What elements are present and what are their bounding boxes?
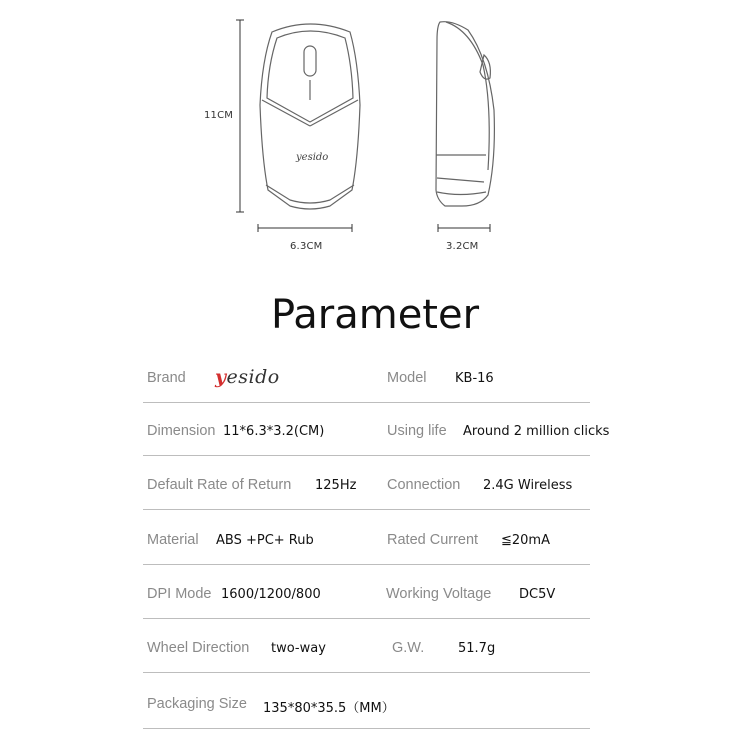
param-label: DPI Mode [147, 586, 212, 602]
param-row-rate [143, 469, 590, 510]
height-dimension-label: 11CM [204, 110, 234, 121]
param-value: 125Hz [315, 478, 357, 493]
param-value: ≦20mA [501, 533, 550, 548]
param-value: 2.4G Wireless [483, 478, 573, 493]
param-row-dpi [143, 578, 590, 619]
param-label: Wheel Direction [147, 640, 250, 656]
depth-dimension-label: 3.2CM [446, 241, 479, 252]
param-value: ABS +PC+ Rub [216, 533, 314, 548]
param-label: Model [387, 370, 427, 386]
page-title: Parameter [270, 292, 480, 338]
param-label: Rated Current [387, 532, 479, 548]
param-value: 51.7g [458, 641, 496, 656]
param-label: Dimension [147, 423, 216, 439]
mouse-logo-text: yesido [296, 152, 329, 163]
param-value: 11*6.3*3.2(CM) [223, 424, 325, 439]
param-value: two-way [271, 641, 326, 656]
param-label: Packaging Size [147, 696, 247, 712]
param-row-dimension [143, 415, 610, 456]
param-value: DC5V [519, 587, 556, 602]
param-row-wheel [143, 632, 590, 673]
mouse-drawing [0, 0, 750, 270]
brand-logo: yesido [215, 366, 280, 388]
param-value: 1600/1200/800 [221, 587, 321, 602]
param-label: Material [147, 532, 199, 548]
param-label: Using life [387, 423, 447, 439]
param-label: Connection [387, 477, 461, 493]
param-value: KB-16 [455, 371, 494, 386]
param-label: Default Rate of Return [147, 477, 292, 493]
param-label: G.W. [392, 640, 425, 656]
param-value: Around 2 million clicks [463, 424, 610, 439]
param-row-material [143, 524, 590, 565]
param-label: Brand [147, 370, 186, 386]
param-label: Working Voltage [386, 586, 492, 602]
mouse-outline-illustration [0, 0, 750, 270]
param-row-packaging [143, 688, 590, 729]
param-value: 135*80*35.5（MM） [263, 701, 395, 716]
width-dimension-label: 6.3CM [290, 241, 323, 252]
param-row-brand [143, 362, 590, 403]
